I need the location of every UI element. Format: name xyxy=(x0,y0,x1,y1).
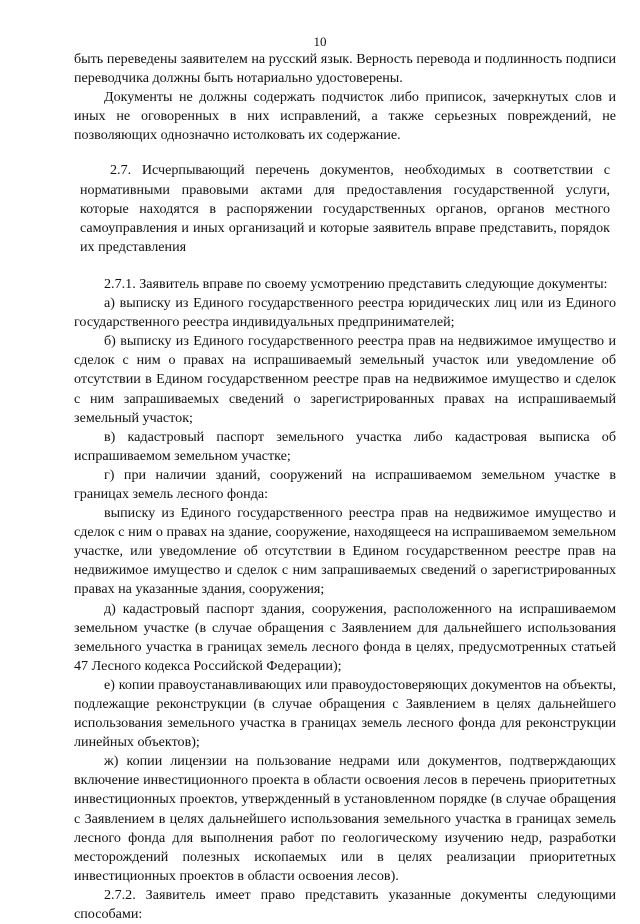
spacer xyxy=(74,257,616,275)
paragraph: быть переведены заявителем на русский язык. Верность перевода и подлинность подписи переводчика должны быть нотариально удостоверены. xyxy=(74,51,616,87)
paragraph: Документы не должны содержать подчисток либо приписок, зачеркнутых слов и иных не оговоренных в них исправлений, а также серьезных повреждений, не позволяющих однозначно истолковать их содержание. xyxy=(74,89,616,144)
section-heading: 2.7. Исчерпывающий перечень документов, необходимых в соответствии с нормативными правовыми актами для предоставления государственной услуги, которые находятся в распоряжении государственных органов, органов местного самоуправления и иных организаций и которые заявитель вправе представить, порядок их представления xyxy=(80,162,610,255)
list-item: д) кадастровый паспорт здания, сооружения, расположенного на испрашиваемом земельном участке (в случае обращения с Заявлением для дальнейшего использования земельного участка в границах земель лесного фонда в целях, предусмотренных статьей 47 Лесного кодекса Российской Федерации); xyxy=(74,600,616,674)
list-item: г) при наличии зданий, сооружений на испрашиваемом земельном участке в границах земель лесного фонда: xyxy=(74,466,616,502)
list-item: в) кадастровый паспорт земельного участка либо кадастровая выписка об испрашиваемом земельном участке; xyxy=(74,428,616,464)
list-item: б) выписку из Единого государственного реестра прав на недвижимое имущество и сделок с ним о правах на испрашиваемый земельный участок или уведомление об отсутствии в Едином государственном реестре прав на недвижимое имущество и сделок с ним запрашиваемых сведений о зарегистрированных правах на испрашиваемый земельный участок; xyxy=(74,333,616,426)
document-body xyxy=(74,50,616,924)
list-item: ж) копии лицензии на пользование недрами или документов, подтверждающих включение инвестиционного проекта в области освоения лесов в перечень приоритетных инвестиционных проектов, утвержденный в установленном порядке (в случае обращения с Заявлением в целях дальнейшего использования земельного участка в границах земель лесного фонда для выполнения работ по геологическому изучению недр, разработки месторождений полезных ископаемых или в целях реализации приоритетных инвестиционных проектов в области освоения лесов). xyxy=(74,753,616,884)
page-number: 10 xyxy=(313,34,327,49)
list-item: выписку из Единого государственного реестра прав на недвижимое имущество и сделок с ним о правах на здание, сооружение, находящееся на испрашиваемом земельном участке, или уведомление об отсутствии в Едином государственном реестре прав на недвижимое имущество и сделок с ним запрашиваемых сведений о зарегистрированных правах на указанные здания, сооружения; xyxy=(74,505,616,598)
list-item: е) копии правоустанавливающих или правоудостоверяющих документов на объекты, подлежащие реконструкции (в случае обращения с Заявлением в целях дальнейшего использования земельного участка в границах земель лесного фонда для реконструкции линейных объектов); xyxy=(74,676,616,751)
list-item: а) выписку из Единого государственного реестра юридических лиц или из Единого государственного реестра индивидуальных предпринимателей; xyxy=(74,295,616,331)
paragraph: 2.7.1. Заявитель вправе по своему усмотрению представить следующие документы: xyxy=(104,275,608,292)
spacer xyxy=(74,145,616,161)
paragraph: 2.7.2. Заявитель имеет право представить указанные документы следующими способами: xyxy=(74,886,616,923)
